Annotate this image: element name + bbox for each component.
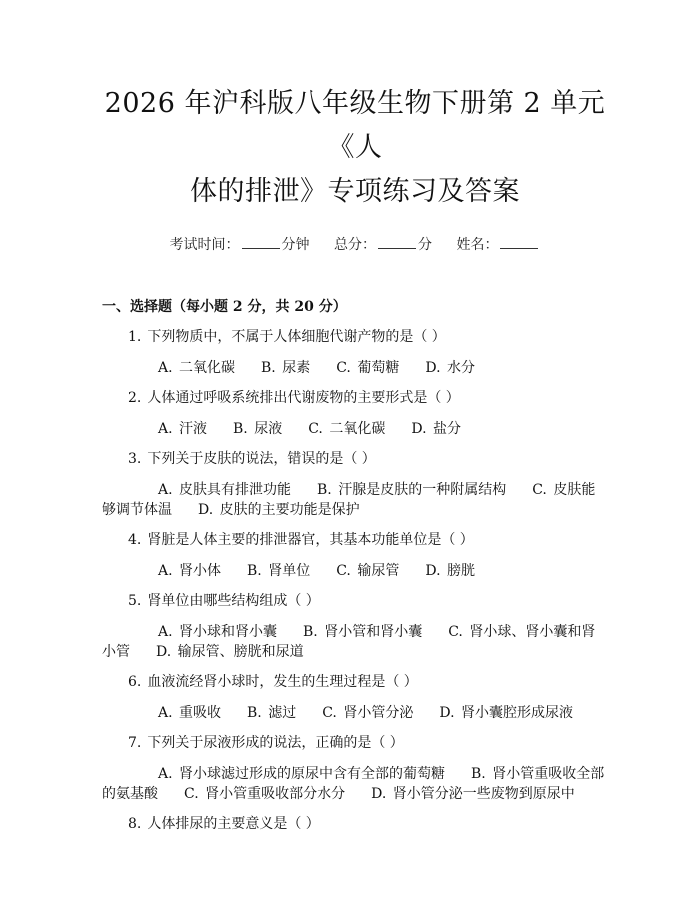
option-list <box>102 561 608 581</box>
exam-time-unit: 分钟 <box>281 237 310 253</box>
question-stem <box>102 388 608 408</box>
question-item <box>102 814 608 834</box>
question-item <box>102 327 608 378</box>
option-list <box>102 764 608 804</box>
question-stem <box>102 327 608 347</box>
question-item <box>102 733 608 804</box>
exam-time-label: 考试时间： <box>169 237 240 253</box>
option-list <box>102 622 608 662</box>
question-number: 1. <box>128 329 142 345</box>
question-stem <box>102 530 608 550</box>
question-number: 8. <box>128 816 142 832</box>
answer-option: B. 滤过 <box>247 705 297 721</box>
answer-option: A. 汗液 <box>158 421 208 437</box>
answer-option: C. 肾小管分泌 <box>322 705 414 721</box>
answer-option: B. 肾小管和肾小囊 <box>303 624 423 640</box>
answer-option: A. 肾小体 <box>158 563 222 579</box>
answer-option: A. 肾小球和肾小囊 <box>158 624 278 640</box>
exam-time <box>170 234 310 255</box>
question-text: 下列物质中，不属于人体细胞代谢产物的是（ ） <box>147 329 446 345</box>
answer-option: B. 尿液 <box>233 421 283 437</box>
answer-option: A. 皮肤具有排泄功能 <box>158 482 292 498</box>
answer-option: D. 膀胱 <box>425 563 475 579</box>
answer-option: B. 汗腺是皮肤的一种附属结构 <box>317 482 507 498</box>
answer-option: C. 皮肤能够调节体温 <box>102 482 596 518</box>
student-name <box>456 234 540 255</box>
answer-option: A. 重吸收 <box>158 705 222 721</box>
answer-option: D. 盐分 <box>411 421 461 437</box>
answer-option: C. 输尿管 <box>336 563 400 579</box>
answer-option: A. 二氧化碳 <box>158 360 236 376</box>
answer-option: B. 肾单位 <box>247 563 311 579</box>
answer-option: D. 肾小囊腔形成尿液 <box>439 705 573 721</box>
answer-option: C. 肾小球、肾小囊和肾小管 <box>102 624 596 660</box>
question-item <box>102 530 608 581</box>
answer-option: C. 肾小管重吸收部分水分 <box>184 786 346 802</box>
answer-option: D. 肾小管分泌一些废物到原尿中 <box>371 786 575 802</box>
answer-option: C. 葡萄糖 <box>336 360 400 376</box>
question-text: 人体通过呼吸系统排出代谢废物的主要形式是（ ） <box>147 390 460 406</box>
question-item <box>102 449 608 520</box>
title-line-2: 体的排泄》专项练习及答案 <box>190 176 520 207</box>
answer-option: B. 尿素 <box>261 360 311 376</box>
answer-option: D. 水分 <box>425 360 475 376</box>
question-stem <box>102 814 608 834</box>
answer-option: D. 皮肤的主要功能是保护 <box>198 502 360 518</box>
question-number: 6. <box>128 674 142 690</box>
answer-option: C. 二氧化碳 <box>308 421 386 437</box>
option-list <box>102 358 608 378</box>
question-stem <box>102 672 608 692</box>
question-text: 人体排尿的主要意义是（ ） <box>147 816 320 832</box>
answer-option: A. 肾小球滤过形成的原尿中含有全部的葡萄糖 <box>158 766 446 782</box>
student-name-blank <box>500 234 538 249</box>
question-stem <box>102 591 608 611</box>
question-item <box>102 388 608 439</box>
question-stem <box>102 733 608 753</box>
question-number: 7. <box>128 735 142 751</box>
section-title: 一、选择题（每小题 2 分，共 20 分） <box>102 299 347 315</box>
question-text: 下列关于皮肤的说法，错误的是（ ） <box>147 451 376 467</box>
question-text: 肾单位由哪些结构组成（ ） <box>147 593 320 609</box>
question-number: 3. <box>128 451 142 467</box>
question-text: 血液流经肾小球时，发生的生理过程是（ ） <box>147 674 418 690</box>
question-item <box>102 591 608 662</box>
question-number: 4. <box>128 532 142 548</box>
total-score-blank <box>378 234 416 249</box>
total-score <box>334 234 432 255</box>
total-score-label: 总分： <box>334 237 376 253</box>
question-text: 肾脏是人体主要的排泄器官，其基本功能单位是（ ） <box>147 532 474 548</box>
page-title <box>102 0 608 214</box>
exam-meta <box>102 234 608 255</box>
question-list <box>102 327 608 834</box>
answer-option: D. 输尿管、膀胱和尿道 <box>156 644 304 660</box>
question-stem <box>102 449 608 469</box>
exam-time-blank <box>242 234 280 249</box>
question-text: 下列关于尿液形成的说法，正确的是（ ） <box>147 735 404 751</box>
answer-option: B. 肾小管重吸收全部的氨基酸 <box>102 766 605 802</box>
question-item <box>102 672 608 723</box>
student-name-label: 姓名： <box>456 237 499 253</box>
option-list <box>102 480 608 520</box>
option-list <box>102 419 608 439</box>
total-score-unit: 分 <box>418 237 432 253</box>
option-list <box>102 703 608 723</box>
question-number: 2. <box>128 390 142 406</box>
title-line-1: 2026 年沪科版八年级生物下册第 2 单元《人 <box>104 88 606 163</box>
question-number: 5. <box>128 593 142 609</box>
